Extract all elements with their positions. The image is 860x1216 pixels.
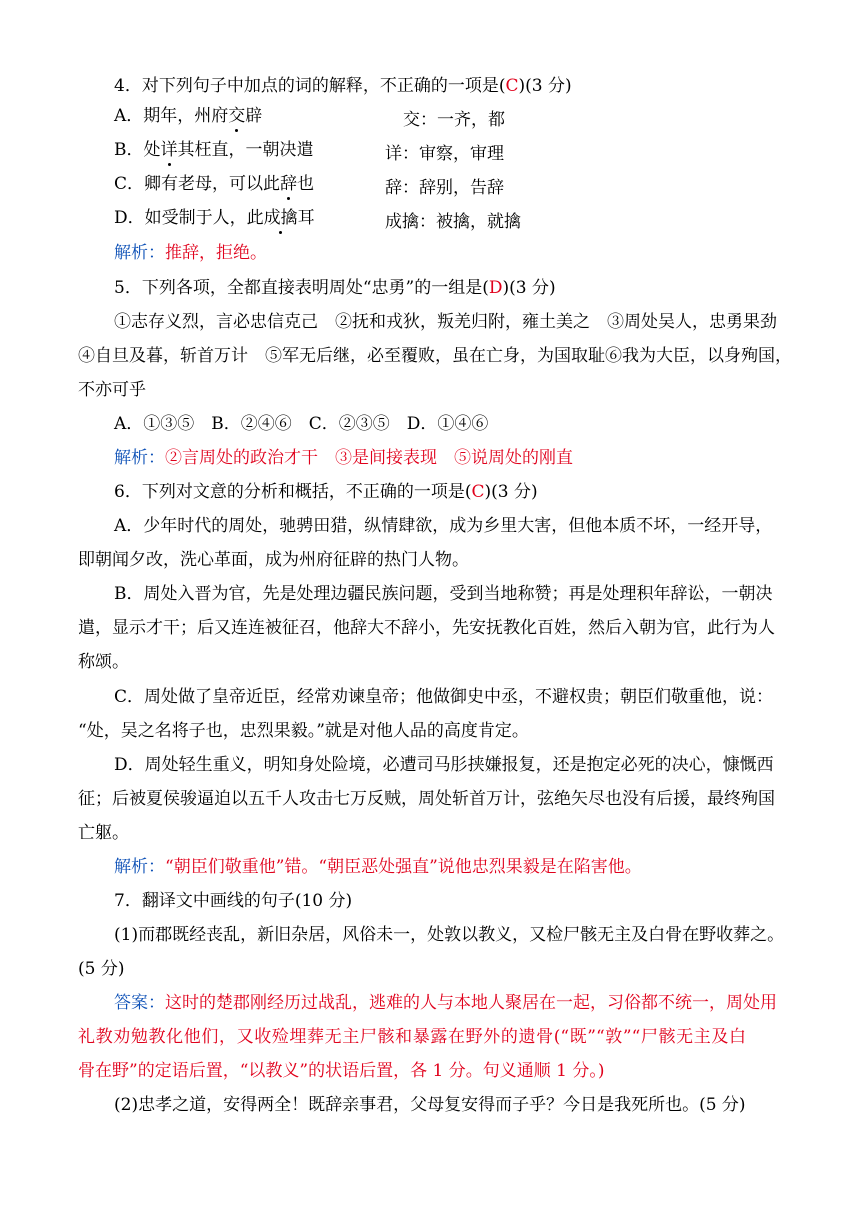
q6-stem: 6．下列对文意的分析和概括，不正确的一项是(C)(3 分) xyxy=(114,482,538,502)
analysis-label: 解析： xyxy=(114,857,165,877)
q5-stem: 5．下列各项，全都直接表明周处“忠勇”的一组是(D)(3 分) xyxy=(114,278,556,298)
q6-answer: C xyxy=(471,482,485,502)
q7-sentence1-line1: (1)而郡既经丧乱，新旧杂居，风俗未一，处敦以教义，又检尸骸无主及白骨在野收葬之。 xyxy=(114,925,785,945)
q5-items-line3: 不亦可乎 xyxy=(78,380,146,400)
q5-answer: D xyxy=(488,278,503,298)
q4-answer: C xyxy=(505,76,519,96)
q4-stem: 4．对下列句子中加点的词的解释，不正确的一项是(C)(3 分) xyxy=(114,76,572,96)
q7-answer-line1: 答案：这时的楚郡刚经历过战乱，逃难的人与本地人聚居在一起，习俗都不统一，周处用 xyxy=(114,993,777,1013)
q6-option-d-line1: D．周处轻生重义，明知身处险境，必遭司马肜挟嫌报复，还是抱定必死的决心，慷慨西 xyxy=(114,755,774,775)
q6-option-d-line2: 征；后被夏侯骏逼迫以五千人攻击七万反贼，周处斩首万计，弦绝矢尽也没有后援，最终殉国 xyxy=(78,789,775,809)
emphasis-dot: 交 xyxy=(228,106,246,126)
q6-option-d-line3: 亡躯。 xyxy=(78,823,129,843)
q7-answer-line3: 骨在野”的定语后置，“以教义”的状语后置，各 1 分。句义通顺 1 分。) xyxy=(78,1061,605,1081)
q5-items-line1: ①志存义烈，言必忠信克己 ②抚和戎狄，叛羌归附，雍土美之 ③周处吴人，忠勇果劲 xyxy=(114,312,777,332)
analysis-label: 解析： xyxy=(114,448,165,468)
q5-analysis: 解析：②言周处的政治才干 ③是间接表现 ⑤说周处的刚直 xyxy=(114,448,573,468)
emphasis-dot: 辞 xyxy=(280,174,298,194)
q4-option-a: A．期年，州府交辟 xyxy=(114,106,263,126)
q4-analysis: 解析：推辞，拒绝。 xyxy=(114,243,267,263)
q4-option-d: D．如受制于人，此成擒耳 xyxy=(114,208,315,228)
q6-option-a-line1: A．少年时代的周处，驰骋田猎，纵情肆欲，成为乡里大害，但他本质不坏，一经开导， xyxy=(114,516,773,536)
q6-option-c-line1: C．周处做了皇帝近臣，经常劝谏皇帝；他做御史中丞，不避权贵；朝臣们敬重他，说： xyxy=(114,687,774,707)
q6-option-b-line2: 遣，显示才干；后又连连被征召，他辞大不辞小，先安抚教化百姓，然后入朝为官，此行为人 xyxy=(78,618,775,638)
q4-gloss-a: 交：一齐，都 xyxy=(403,110,505,130)
q7-answer-line2: 礼教劝勉教化他们，又收殓埋葬无主尸骸和暴露在野外的遗骨(“既”“敦”“尸骸无主及白 xyxy=(78,1027,746,1047)
q7-sentence1-line2: (5 分) xyxy=(78,959,125,979)
q7-sentence2: (2)忠孝之道，安得两全！既辞亲事君，父母复安得而子乎？今日是我死所也。(5 分) xyxy=(114,1095,746,1115)
q4-gloss-b: 详：审察，审理 xyxy=(385,144,504,164)
q6-option-b-line3: 称颂。 xyxy=(78,652,129,672)
q7-title: 7．翻译文中画线的句子(10 分) xyxy=(114,891,353,911)
q6-option-c-line2: “处，吴之名将子也，忠烈果毅。”就是对他人品的高度肯定。 xyxy=(78,721,529,741)
analysis-label: 解析： xyxy=(114,243,165,263)
answer-label: 答案： xyxy=(114,993,165,1013)
q4-gloss-d: 成擒：被擒，就擒 xyxy=(385,212,521,232)
q5-items-line2: ④自旦及暮，斩首万计 ⑤军无后继，必至覆败，虽在亡身，为国取耻⑥我为大臣，以身殉国， xyxy=(78,346,792,366)
q4-option-c: C．卿有老母，可以此辞也 xyxy=(114,174,315,194)
q6-option-b-line1: B．周处入晋为官，先是处理边疆民族问题，受到当地称赞；再是处理积年辞讼，一朝决 xyxy=(114,584,773,604)
q5-choices: A．①③⑤ B．②④⑥ C．②③⑤ D．①④⑥ xyxy=(114,414,489,434)
q6-option-a-line2: 即朝闻夕改，洗心革面，成为州府征辟的热门人物。 xyxy=(78,550,469,570)
emphasis-dot: 成擒 xyxy=(263,208,298,228)
q4-option-b: B．处详其枉直，一朝决遣 xyxy=(114,140,314,160)
q6-analysis: 解析：“朝臣们敬重他”错。“朝臣恶处强直”说他忠烈果毅是在陷害他。 xyxy=(114,857,642,877)
q4-gloss-c: 辞：辞别，告辞 xyxy=(385,178,504,198)
emphasis-dot: 详 xyxy=(160,140,178,160)
